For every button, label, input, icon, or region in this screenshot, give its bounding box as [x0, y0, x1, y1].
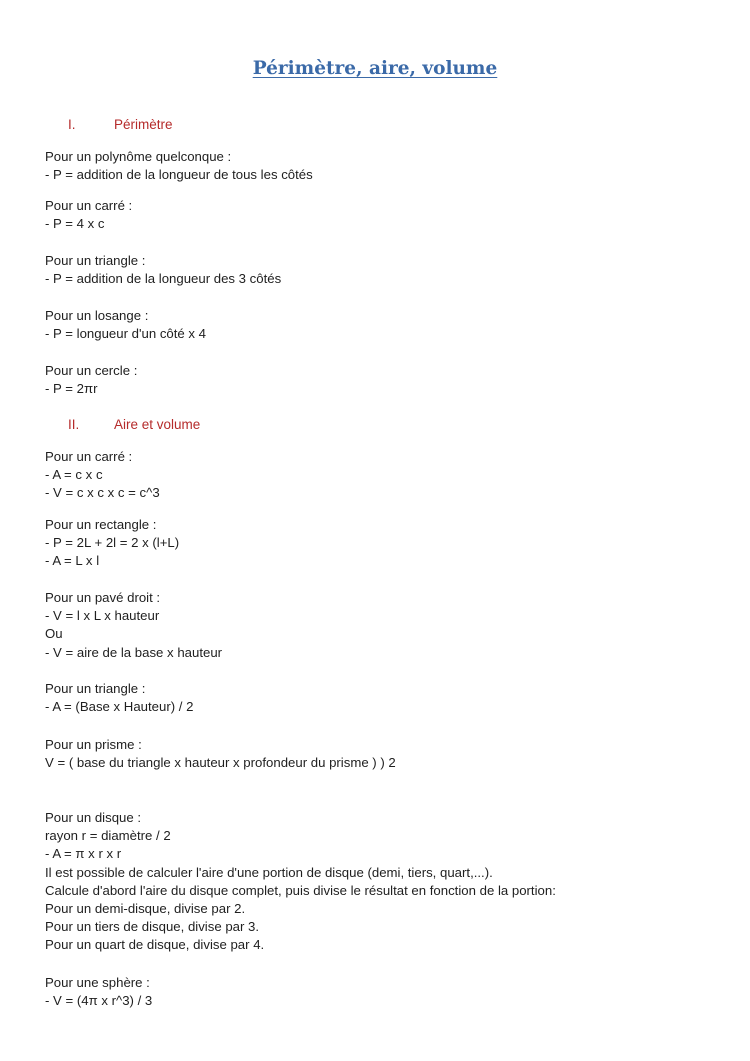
formula-line: - V = (4π x r^3) / 3 — [45, 993, 153, 1009]
block-losange — [45, 307, 206, 343]
block-heading: Pour un triangle : — [45, 253, 146, 268]
formula-line: - P = 2L + 2l = 2 x (l+L) — [45, 535, 180, 551]
text-line: Il est possible de calculer l'aire d'une portion de disque (demi, tiers, quart,...). — [45, 864, 493, 880]
block-rectangle — [45, 516, 179, 571]
formula-line: - P = 4 x c — [45, 216, 105, 232]
section-number: II. — [68, 417, 80, 432]
formula-line: - V = c x c x c = c^3 — [45, 485, 160, 501]
section-label: Aire et volume — [114, 417, 201, 432]
formula-line: - A = c x c — [45, 467, 103, 483]
section-heading-aire-volume — [68, 417, 200, 432]
formula-line: rayon r = diamètre / 2 — [45, 828, 171, 844]
block-cercle — [45, 362, 137, 398]
block-polynome — [45, 148, 313, 184]
block-heading: Pour un carré : — [45, 198, 133, 213]
formula-line: - V = aire de la base x hauteur — [45, 644, 223, 660]
page-title: Périmètre, aire, volume — [252, 58, 498, 79]
text-line: Pour un quart de disque, divise par 4. — [45, 937, 265, 953]
section-heading-perimetre — [68, 117, 173, 132]
block-prisme — [45, 736, 396, 772]
block-heading: Pour un rectangle : — [45, 517, 157, 532]
block-heading: Pour un pavé droit : — [45, 590, 161, 605]
formula-line: - A = (Base x Hauteur) / 2 — [45, 699, 194, 715]
block-pave-droit — [45, 589, 222, 662]
block-heading: Pour un prisme : — [45, 737, 142, 752]
formula-line: - P = addition de la longueur de tous les côtés — [45, 167, 313, 183]
block-carre-aire — [45, 448, 160, 503]
text-line: Pour un demi-disque, divise par 2. — [45, 900, 246, 916]
text-line: Calcule d'abord l'aire du disque complet, puis divise le résultat en fonction de la portion: — [45, 882, 556, 898]
formula-line: - P = 2πr — [45, 381, 98, 397]
block-heading: Pour un losange : — [45, 308, 149, 323]
formula-line: - V = l x L x hauteur — [45, 608, 160, 624]
block-carre-perimetre — [45, 197, 132, 233]
block-heading: Pour une sphère : — [45, 975, 150, 990]
formula-line: - A = L x l — [45, 553, 100, 569]
text-line: Pour un tiers de disque, divise par 3. — [45, 919, 260, 935]
block-heading: Pour un polynôme quelconque : — [45, 149, 232, 164]
formula-line: - P = longueur d'un côté x 4 — [45, 326, 206, 342]
section-label: Périmètre — [114, 117, 173, 132]
section-number: I. — [68, 117, 76, 132]
block-heading: Pour un disque : — [45, 810, 142, 825]
block-triangle-perimetre — [45, 252, 281, 288]
block-disque — [45, 809, 556, 955]
block-sphere — [45, 974, 152, 1010]
formula-line: - P = addition de la longueur des 3 côtés — [45, 271, 282, 287]
formula-line: - A = π x r x r — [45, 846, 122, 862]
block-heading: Pour un triangle : — [45, 681, 146, 696]
formula-line: V = ( base du triangle x hauteur x profondeur du prisme ) ) 2 — [45, 755, 396, 771]
block-heading: Pour un cercle : — [45, 363, 138, 378]
block-heading: Pour un carré : — [45, 449, 133, 464]
formula-line: Ou — [45, 626, 63, 642]
block-triangle-aire — [45, 680, 193, 716]
